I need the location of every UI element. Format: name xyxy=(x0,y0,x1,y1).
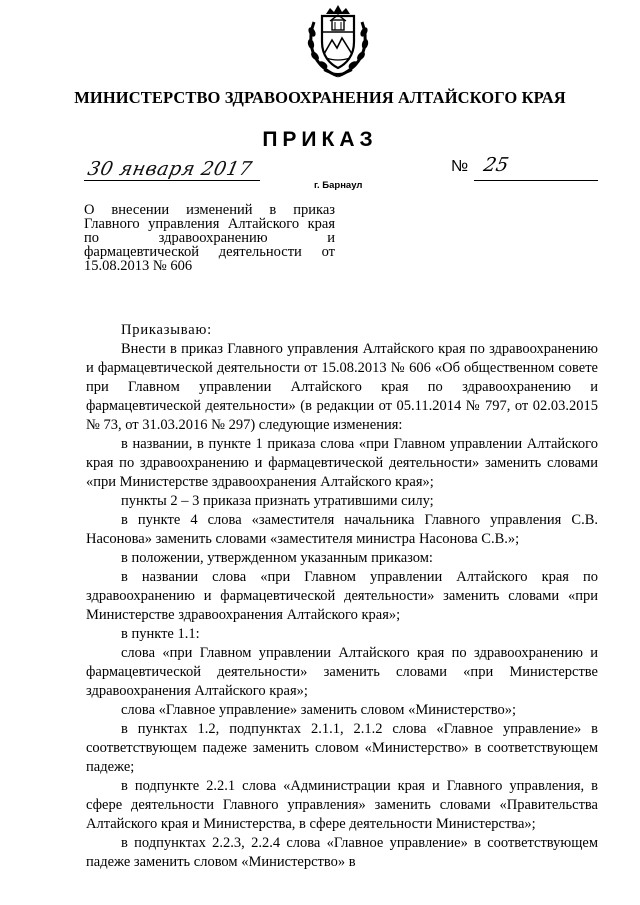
order-body xyxy=(86,321,598,872)
body-paragraph: в пункте 1.1: xyxy=(121,626,200,642)
body-paragraph: слова «Главное управление» заменить словом «Министерство»; xyxy=(121,702,517,718)
document-title: ПРИКАЗ xyxy=(262,128,378,151)
handwritten-date: 30 января 2017 xyxy=(85,158,255,180)
body-paragraph: в пункте 4 слова «заместителя начальника Главного управления С.В. Насонова» заменить словами «заместителя министра Насонова С.В.»; xyxy=(86,512,598,547)
order-lead: Приказываю: xyxy=(121,322,212,338)
body-paragraph: слова «при Главном управлении Алтайского края по здравоохранению и фармацевтической деятельности» заменить словами «при Министерстве здравоохранения Алтайского края»; xyxy=(86,645,598,699)
date-underline xyxy=(84,180,260,181)
order-subject: О внесении изменений в приказ Главного управления Алтайского края по здравоохранению и фармацевтической деятельности от 15.08.2013 № 606 xyxy=(84,202,335,274)
number-underline xyxy=(474,180,598,181)
body-paragraph: в положении, утвержденном указанным приказом: xyxy=(121,550,433,566)
handwritten-number: 25 xyxy=(481,154,511,176)
body-paragraph: в пунктах 1.2, подпунктах 2.1.1, 2.1.2 слова «Главное управление» в соответствующем падеже заменить словом «Министерство» в соответствующем падеже; xyxy=(86,721,598,775)
city-label: г. Барнаул xyxy=(314,180,363,191)
number-label: № xyxy=(451,158,469,175)
body-paragraph: в названии, в пункте 1 приказа слова «при Главном управлении Алтайского края по здравоохранению и фармацевтической деятельности» заменить словами «при Министерстве здравоохранения Алтайского края»; xyxy=(86,436,598,490)
coat-of-arms-icon xyxy=(302,2,374,78)
body-paragraph: в подпункте 2.2.1 слова «Администрации края и Главного управления, в сфере деятельности Главного управления» заменить словами «Правительства Алтайского края и Министерства, в сфере деятельности Министерства»; xyxy=(86,778,598,832)
body-paragraph: пункты 2 – 3 приказа признать утратившими силу; xyxy=(121,493,434,509)
ministry-name: МИНИСТЕРСТВО ЗДРАВООХРАНЕНИЯ АЛТАЙСКОГО КРАЯ xyxy=(74,88,566,107)
body-paragraph: Внести в приказ Главного управления Алтайского края по здравоохранению и фармацевтической деятельности от 15.08.2013 № 606 «Об общественном совете при Главном управлении Алтайского края по здравоохранению и фармацевтической деятельности» (в редакции от 05.11.2014 № 797, от 02.03.2015 № 73, от 31.03.2016 № 297) следующие изменения: xyxy=(86,341,598,433)
body-paragraph: в названии слова «при Главном управлении Алтайского края по здравоохранению и фармацевтической деятельности» заменить словами «при Министерстве здравоохранения Алтайского края»; xyxy=(86,569,598,623)
body-paragraph: в подпунктах 2.2.3, 2.2.4 слова «Главное управление» в соответствующем падеже заменить словом «Министерство» в xyxy=(86,835,598,870)
